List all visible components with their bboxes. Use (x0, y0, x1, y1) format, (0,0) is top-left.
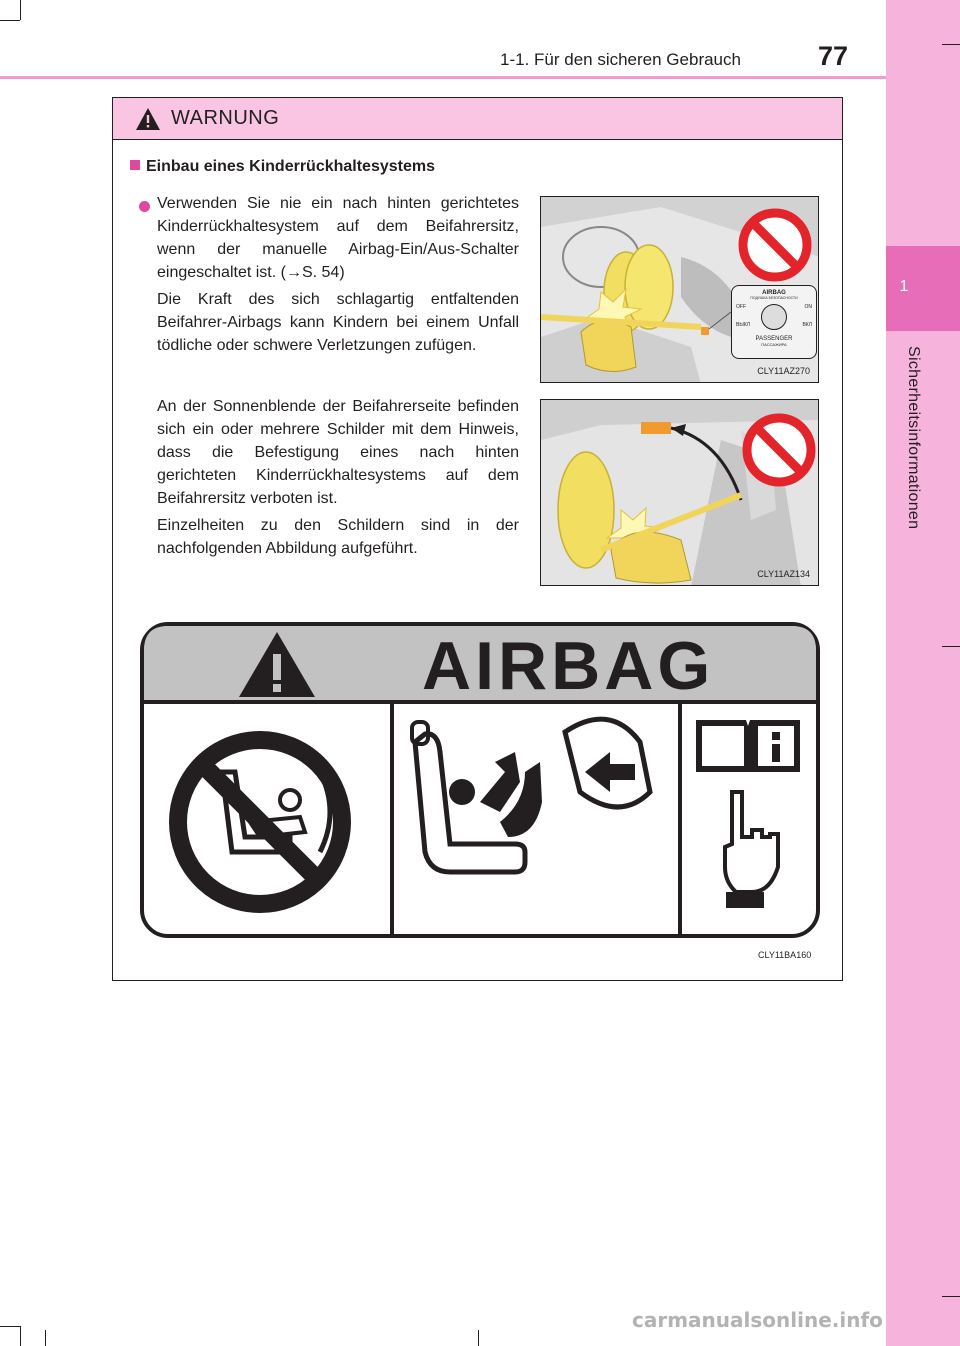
paragraph-force: Die Kraft des sich schlagartig entfaltenden Beifahrer-Airbags kann Kindern bei einem Unfall tödliche oder schwere Verletzungen zufügen. (157, 291, 519, 354)
switch-passenger: PASSENGER (755, 336, 793, 342)
crop-mark (0, 1326, 20, 1327)
chapter-number: 1 (899, 278, 909, 295)
crop-mark (45, 1330, 46, 1346)
switch-off-ru: ВЫКЛ (736, 322, 750, 328)
airbag-sign-text: AIRBAG (422, 628, 715, 704)
paragraph-details: Einzelheiten zu den Schildern sind in der nachfolgenden Abbildung aufgeführt. (157, 517, 519, 557)
chapter-sidebar (886, 0, 960, 1346)
sun-visor-illustration (540, 399, 819, 586)
no-entry-icon (741, 412, 817, 488)
switch-on: ON (804, 304, 812, 310)
warning-label: WARNUNG (171, 107, 280, 129)
switch-title: AIRBAG (762, 290, 786, 296)
airbag-switch-panel (731, 285, 817, 359)
page-number: 77 (818, 41, 849, 71)
chapter-title: Sicherheitsinformationen (905, 346, 922, 530)
warning-triangle-icon (135, 107, 161, 131)
crop-mark (942, 44, 960, 45)
photo1-code: CLY11AZ270 (757, 366, 810, 376)
switch-off: OFF (736, 304, 746, 310)
bullet-paragraph: Verwenden Sie nie ein nach hinten gerichtetes Kinderrückhaltesystem auf dem Beifahrersitz, wenn der manuelle Airbag-Ein/Aus-Schalter eingeschaltet ist. (→S. 54) (157, 195, 519, 281)
paragraph-sun-visor: An der Sonnenblende der Beifahrerseite befinden sich ein oder mehrere Schilder mit dem Hinweis, dass die Befestigung eines nach hinten gerichteten Kinderrückhaltesystems auf dem Beifahrersitz verboten ist. (157, 398, 519, 507)
airbag-warning-label (140, 622, 820, 943)
watermark: carmanualsonline.info (632, 1308, 883, 1332)
header-rule (0, 76, 886, 79)
label-figure-code: CLY11BA160 (758, 950, 812, 960)
photo2-code: CLY11AZ134 (757, 569, 810, 579)
switch-knob (761, 304, 787, 330)
switch-subtitle: ПОДУШКА БЕЗОПАСНОСТИ (750, 296, 798, 300)
switch-passenger-ru: ПАССАЖИРА (761, 342, 787, 347)
airbag-switch-illustration (540, 196, 819, 383)
crop-mark (942, 646, 960, 647)
switch-on-ru: ВКЛ (802, 322, 812, 328)
no-entry-icon (737, 207, 813, 283)
section-heading (130, 158, 435, 176)
crop-mark (942, 1296, 960, 1297)
crop-mark (20, 1326, 21, 1346)
warning-header (113, 98, 842, 140)
square-bullet-icon (130, 160, 140, 170)
crop-mark (478, 1330, 479, 1346)
page-header (0, 0, 886, 80)
heading-text: Einbau eines Kinderrückhaltesystems (146, 158, 435, 175)
section-title: 1-1. Für den sicheren Gebrauch (500, 50, 741, 69)
round-bullet-icon (139, 201, 150, 212)
